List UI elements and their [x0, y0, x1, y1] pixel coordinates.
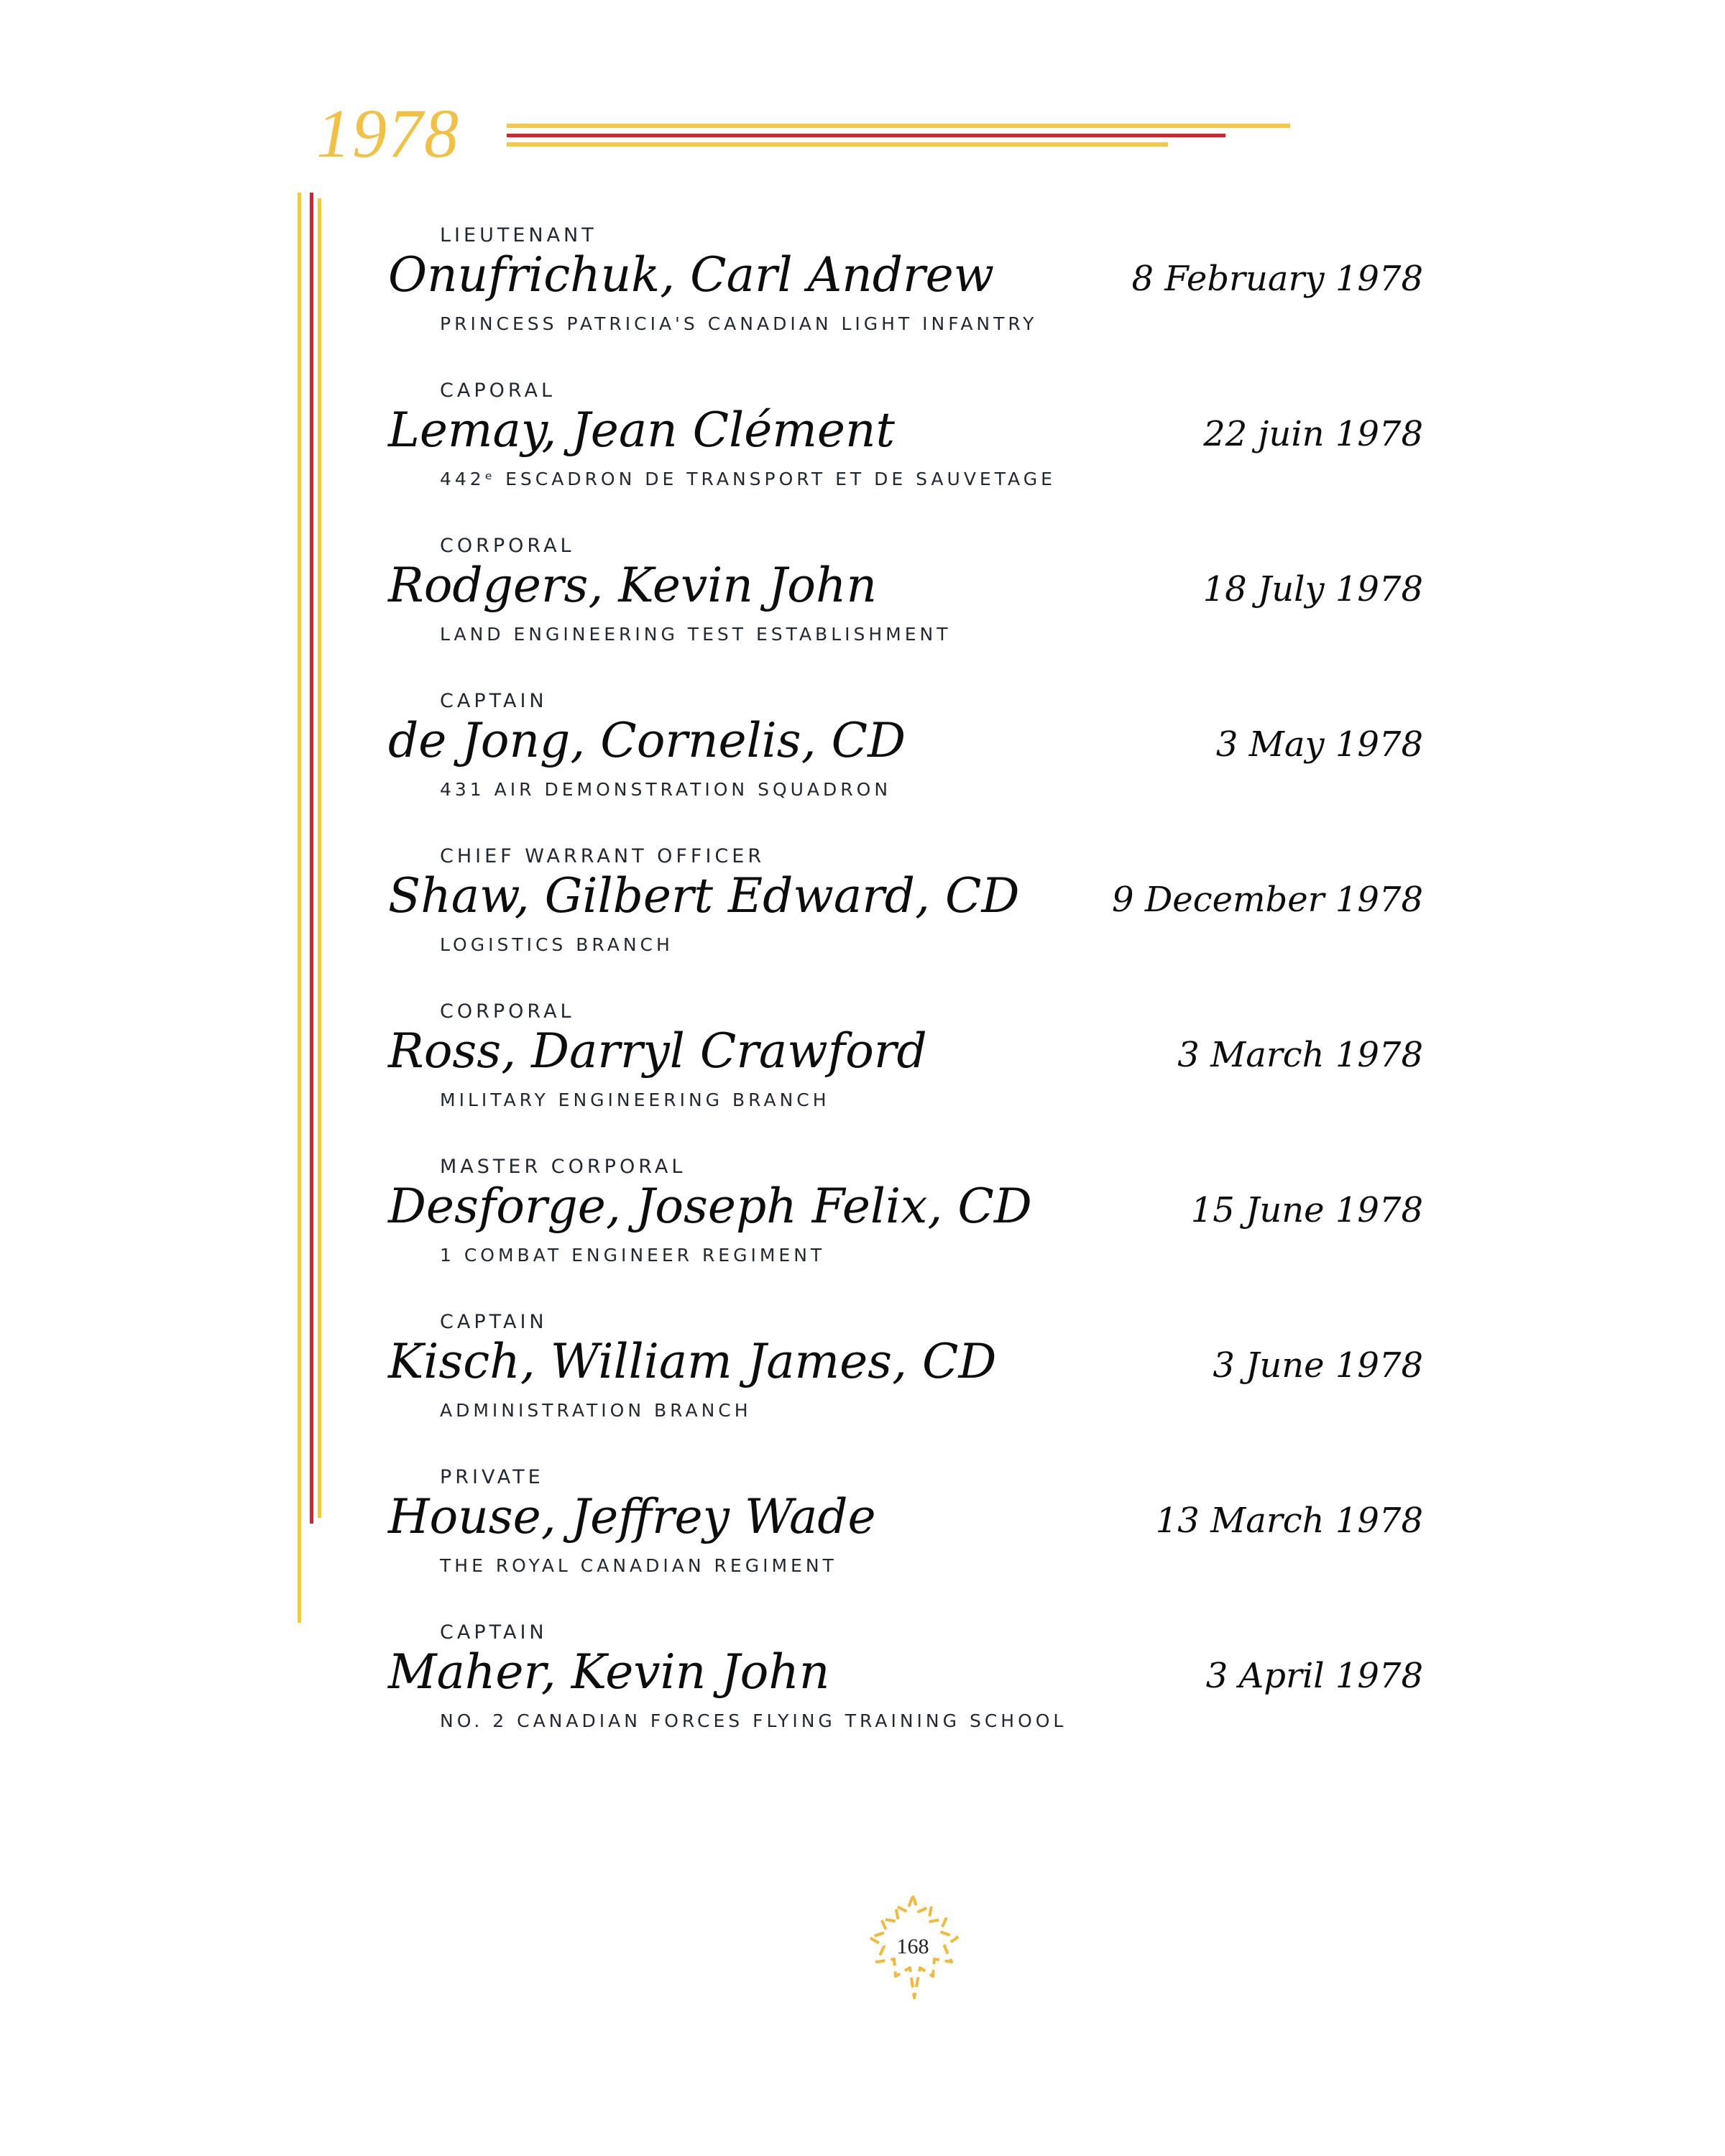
entry-date: 3 June 1978	[1213, 1345, 1423, 1386]
memorial-entry	[388, 379, 1423, 523]
entry-rank: MASTER CORPORAL	[440, 1156, 686, 1178]
margin-rule-gold-left	[298, 193, 301, 1623]
entry-unit: PRINCESS PATRICIA'S CANADIAN LIGHT INFANTRY	[440, 313, 1038, 334]
entry-date: 3 April 1978	[1205, 1656, 1423, 1696]
header-rule-red	[507, 134, 1225, 137]
entry-rank: CAPTAIN	[440, 690, 548, 712]
entry-unit: LAND ENGINEERING TEST ESTABLISHMENT	[440, 624, 952, 645]
entry-date: 3 March 1978	[1177, 1035, 1423, 1075]
entry-name: Desforge, Joseph Felix, CD	[388, 1179, 1032, 1234]
memorial-entry	[388, 1000, 1423, 1144]
page-folio	[862, 1890, 963, 2005]
entry-rank: PRIVATE	[440, 1466, 544, 1488]
entry-name: Kisch, William James, CD	[388, 1334, 997, 1389]
entry-rank: CORPORAL	[440, 535, 575, 557]
entry-date: 9 December 1978	[1112, 880, 1423, 920]
page-number: 168	[896, 1935, 929, 1958]
entry-unit: 1 COMBAT ENGINEER REGIMENT	[440, 1245, 826, 1266]
entry-unit: MILITARY ENGINEERING BRANCH	[440, 1089, 830, 1110]
entry-date: 8 February 1978	[1131, 259, 1423, 299]
entry-date: 13 March 1978	[1155, 1501, 1423, 1541]
entry-unit: 431 AIR DEMONSTRATION SQUADRON	[440, 779, 892, 800]
entry-unit: LOGISTICS BRANCH	[440, 934, 673, 955]
entry-name: Lemay, Jean Clément	[388, 402, 895, 458]
entry-unit: THE ROYAL CANADIAN REGIMENT	[440, 1555, 837, 1576]
memorial-entry	[388, 845, 1423, 989]
entry-name: Ross, Darryl Crawford	[388, 1023, 927, 1079]
entry-name: Shaw, Gilbert Edward, CD	[388, 868, 1020, 923]
header-rule-gold-top	[507, 124, 1290, 128]
entry-name: Onufrichuk, Carl Andrew	[388, 247, 995, 303]
margin-rule-red	[310, 193, 313, 1524]
entry-unit: ADMINISTRATION BRANCH	[440, 1400, 752, 1421]
memorial-entry	[388, 535, 1423, 678]
entry-rank: LIEUTENANT	[440, 224, 597, 247]
entry-rank: CAPTAIN	[440, 1311, 548, 1333]
memorial-entry	[388, 1621, 1423, 1765]
header-rule-gold-bottom	[507, 142, 1168, 147]
memorial-entry	[388, 224, 1423, 368]
entry-date: 15 June 1978	[1190, 1190, 1423, 1230]
memorial-entry	[388, 1156, 1423, 1299]
entry-unit: 442ᵉ ESCADRON DE TRANSPORT ET DE SAUVETAGE	[440, 469, 1056, 489]
entry-date: 3 May 1978	[1215, 724, 1423, 765]
year-heading: 1978	[316, 95, 460, 172]
entry-name: Rodgers, Kevin John	[388, 558, 878, 613]
entry-name: de Jong, Cornelis, CD	[388, 713, 906, 768]
memorial-entry	[388, 1466, 1423, 1610]
memorial-entry	[388, 690, 1423, 834]
entry-rank: CHIEF WARRANT OFFICER	[440, 845, 765, 867]
entry-unit: NO. 2 CANADIAN FORCES FLYING TRAINING SCHOOL	[440, 1710, 1067, 1731]
entry-rank: CORPORAL	[440, 1000, 575, 1023]
entry-name: Maher, Kevin John	[388, 1644, 830, 1700]
memorial-entry	[388, 1311, 1423, 1455]
margin-rule-gold-right	[318, 198, 321, 1518]
entry-name: House, Jeffrey Wade	[388, 1489, 876, 1544]
entry-rank: CAPORAL	[440, 379, 556, 402]
entry-date: 22 juin 1978	[1203, 414, 1423, 454]
entry-rank: CAPTAIN	[440, 1621, 548, 1644]
entry-date: 18 July 1978	[1202, 569, 1423, 609]
